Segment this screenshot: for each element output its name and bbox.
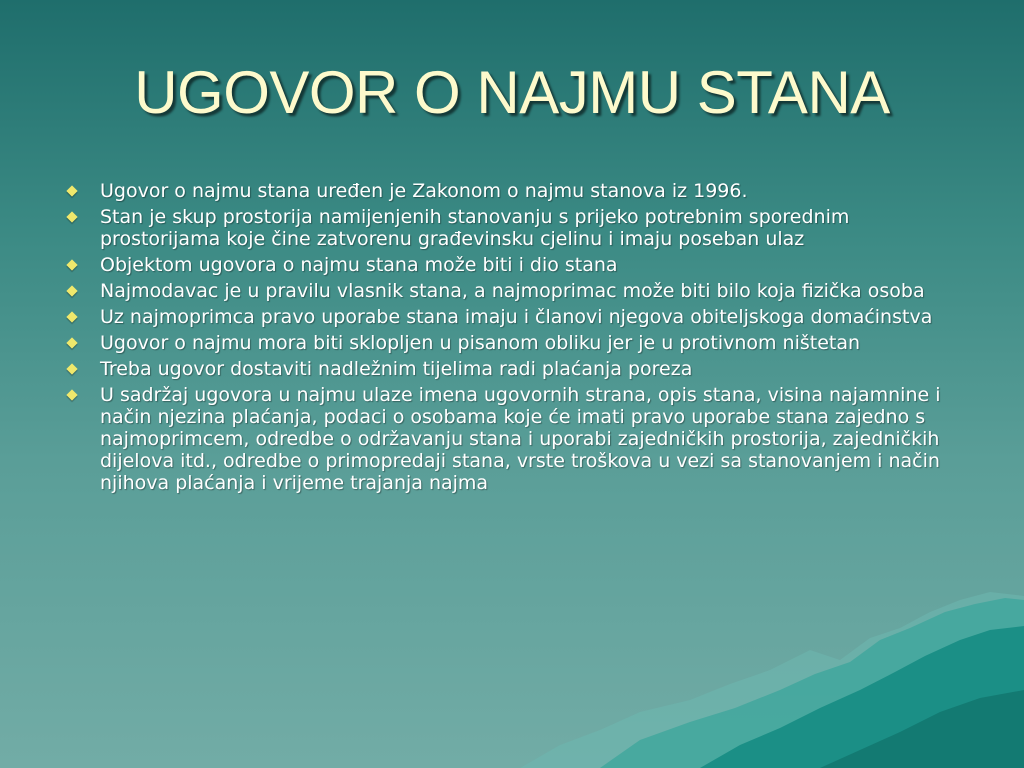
diamond-bullet-icon bbox=[66, 211, 77, 222]
bullet-item bbox=[60, 280, 960, 302]
diamond-bullet-icon bbox=[66, 389, 77, 400]
diamond-bullet-icon bbox=[66, 337, 77, 348]
diamond-bullet-icon bbox=[66, 185, 77, 196]
diamond-bullet-icon bbox=[66, 259, 77, 270]
bullet-item bbox=[60, 206, 960, 250]
bullet-text: Treba ugovor dostaviti nadležnim tijelima radi plaćanja poreza bbox=[100, 358, 693, 380]
bullet-text: U sadržaj ugovora u najmu ulaze imena ugovornih strana, opis stana, visina najamnine i način njezina plaćanja, podaci o osobama koje će imati pravo uporabe stana zajedno s najmoprimcem, odredbe o održavanju stana i uporabi zajedničkih prostorija, zajedničkih dijelova itd., odredbe o primopredaji stana, vrste troškova u vezi sa stanovanjem i način njihova plaćanja i vrijeme trajanja najma bbox=[100, 384, 941, 494]
bullet-item bbox=[60, 254, 960, 276]
slide-title: UGOVOR O NAJMU STANA bbox=[134, 59, 890, 126]
bullet-item bbox=[60, 180, 960, 202]
bullet-text: Objektom ugovora o najmu stana može biti i dio stana bbox=[100, 254, 618, 276]
bullet-item bbox=[60, 358, 960, 380]
diamond-bullet-icon bbox=[66, 311, 77, 322]
bullet-item bbox=[60, 384, 960, 494]
bullet-text: Stan je skup prostorija namijenjenih stanovanju s prijeko potrebnim sporednim prostorijama koje čine zatvorenu građevinsku cjelinu i imaju poseban ulaz bbox=[100, 206, 850, 250]
bullet-item bbox=[60, 332, 960, 354]
diamond-bullet-icon bbox=[66, 363, 77, 374]
bullet-list bbox=[60, 180, 960, 498]
bullet-item bbox=[60, 306, 960, 328]
bullet-text: Najmodavac je u pravilu vlasnik stana, a najmoprimac može biti bilo koja fizička osoba bbox=[100, 280, 925, 302]
bullet-text: Uz najmoprimca pravo uporabe stana imaju i članovi njegova obiteljskoga domaćinstva bbox=[100, 306, 933, 328]
diamond-bullet-icon bbox=[66, 285, 77, 296]
bullet-text: Ugovor o najmu mora biti sklopljen u pisanom obliku jer je u protivnom ništetan bbox=[100, 332, 861, 354]
bullet-text: Ugovor o najmu stana uređen je Zakonom o najmu stanova iz 1996. bbox=[100, 180, 748, 202]
